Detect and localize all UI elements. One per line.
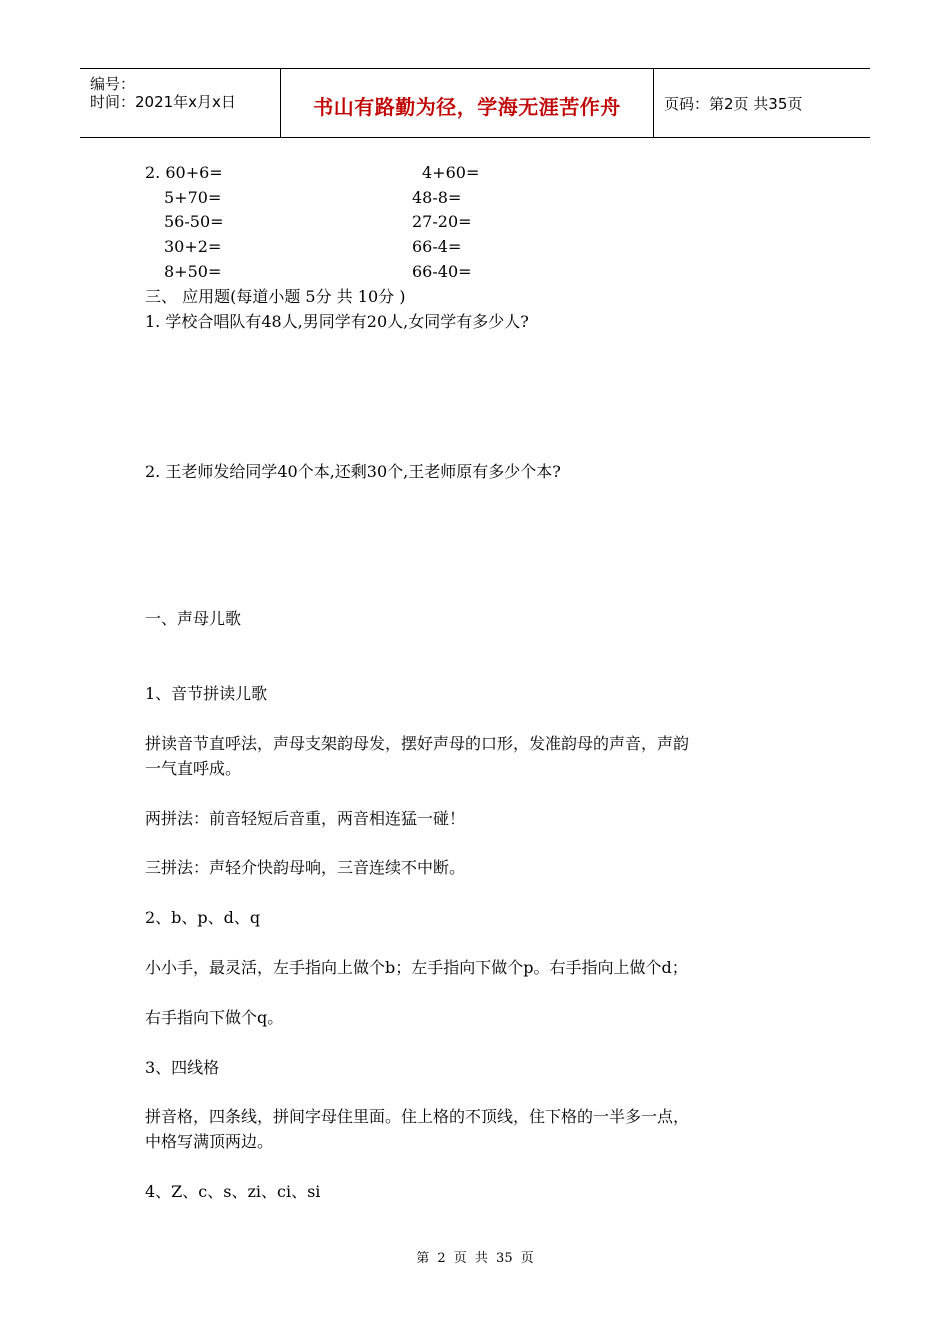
s2-p2: 右手指向下做个q。	[145, 1008, 284, 1027]
math-left-4: 30+2=	[164, 237, 222, 256]
s4-title: 4、Z、c、s、zi、ci、si	[145, 1182, 321, 1201]
header-info-cell	[80, 69, 281, 137]
math-left-1: 2. 60+6=	[145, 163, 223, 182]
page-footer: 第 2 页 共 35 页	[416, 1251, 534, 1266]
s3-title: 3、四线格	[145, 1058, 220, 1077]
s1-p1-line2: 一气直呼成。	[145, 759, 242, 778]
s1-p1-line1: 拼读音节直呼法，声母支架韵母发，摆好声母的口形，发准韵母的声音，声韵	[145, 734, 690, 753]
header-page-info: 页码：第2页 共35页	[664, 95, 803, 113]
math-right-3: 27-20=	[412, 212, 472, 231]
math-left-2: 5+70=	[164, 188, 222, 207]
math-left-5: 8+50=	[164, 262, 222, 281]
section3-title: 三、 应用题(每道小题 5分 共 10分 )	[145, 287, 406, 306]
header-motto-cell	[281, 69, 654, 137]
s1-title: 1、音节拼读儿歌	[145, 684, 268, 703]
s3-p1-line1: 拼音格，四条线，拼间字母住里面。住上格的不顶线，住下格的一半多一点，	[145, 1107, 690, 1126]
s2-p1: 小小手，最灵活，左手指向上做个b；左手指向下做个p。右手指向上做个d；	[145, 958, 688, 977]
math-right-2: 48-8=	[412, 188, 462, 207]
problem-1: 1. 学校合唱队有48人,男同学有20人,女同学有多少人?	[145, 312, 529, 331]
time-label: 时间：2021年x月x日	[90, 93, 236, 111]
math-right-5: 66-40=	[412, 262, 472, 281]
s1-p2: 两拼法：前音轻短后音重，两音相连猛一碰！	[145, 809, 466, 828]
s2-title: 2、b、p、d、q	[145, 908, 261, 927]
math-right-4: 66-4=	[412, 237, 462, 256]
problem-2: 2. 王老师发给同学40个本,还剩30个,王老师原有多少个本?	[145, 462, 561, 481]
motto: 书山有路勤为径，学海无涯苦作舟	[313, 95, 621, 119]
page-header	[80, 68, 870, 138]
s3-p1-line2: 中格写满顶两边。	[145, 1132, 274, 1151]
number-label: 编号：	[90, 75, 136, 93]
math-right-1: 4+60=	[422, 163, 480, 182]
math-left-3: 56-50=	[164, 212, 224, 231]
rhymes-title: 一、声母儿歌	[145, 609, 242, 628]
s1-p3: 三拼法：声轻介快韵母响，三音连续不中断。	[145, 858, 466, 877]
